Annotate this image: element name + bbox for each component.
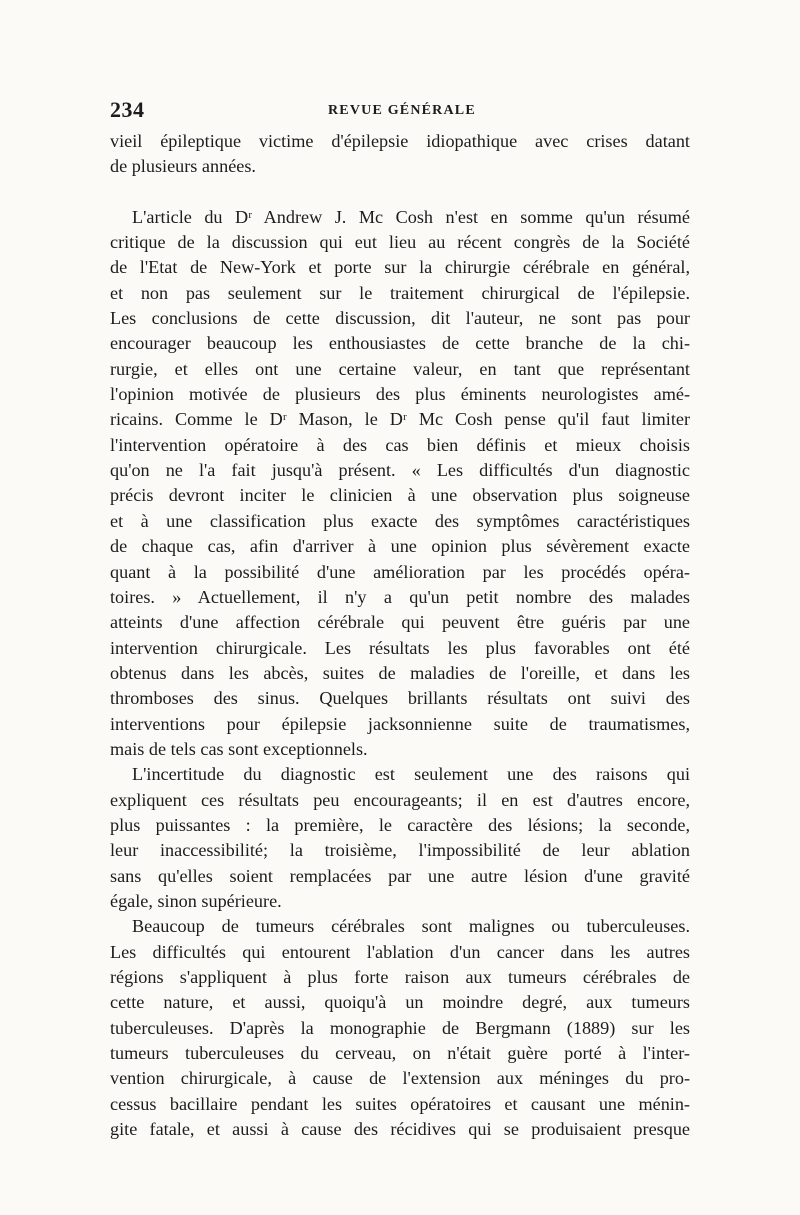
text-line: mais de tels cas sont exceptionnels. [110, 738, 368, 759]
text-line: interventions pour épilepsie jacksonnienne suite de traumatismes, [110, 713, 690, 734]
text-line: encourager beaucoup les enthousiastes de cette branche de la chi- [110, 333, 690, 354]
text-line: toires. » Actuellement, il n'y a qu'un petit nombre des malades [110, 586, 690, 607]
text-line: de plusieurs années. [110, 156, 256, 177]
text-line: vention chirurgicale, à cause de l'extension aux méninges du pro- [110, 1068, 690, 1089]
text-line: égale, sinon supérieure. [110, 890, 282, 911]
text-line: atteints d'une affection cérébrale qui peuvent être guéris par une [110, 612, 690, 633]
text-line: intervention chirurgicale. Les résultats les plus favorables ont été [110, 637, 690, 658]
text-line: gite fatale, et aussi à cause des récidives qui se produisaient presque [110, 1119, 690, 1140]
text-line: qu'on ne l'a fait jusqu'à présent. « Les difficultés d'un diagnostic [110, 460, 690, 481]
text-line: Les difficultés qui entourent l'ablation d'un cancer dans les autres [110, 941, 690, 962]
text-line: L'article du Dʳ Andrew J. Mc Cosh n'est en somme qu'un résumé [132, 206, 690, 227]
text-line: quant à la possibilité d'une amélioration par les procédés opéra- [110, 561, 690, 582]
text-line: thromboses des sinus. Quelques brillants résultats ont suivi des [110, 688, 690, 709]
text-line: tuberculeuses. D'après la monographie de Bergmann (1889) sur les [110, 1017, 690, 1038]
running-head: REVUE GÉNÉRALE [328, 103, 476, 118]
text-line: leur inaccessibilité; la troisième, l'impossibilité de leur ablation [110, 840, 690, 861]
text-line: et à une classification plus exacte des symptômes caractéristiques [110, 510, 690, 531]
text-line: de chaque cas, afin d'arriver à une opinion plus sévèrement exacte [110, 536, 690, 557]
body-text [110, 129, 690, 1142]
text-line: cessus bacillaire pendant les suites opératoires et causant une ménin- [110, 1093, 690, 1114]
text-line: rurgie, et elles ont une certaine valeur, en tant que représentant [110, 358, 690, 379]
text-line: cette nature, et aussi, quoiqu'à un moindre degré, aux tumeurs [110, 992, 690, 1013]
page-header [110, 97, 690, 125]
text-line: expliquent ces résultats peu encourageants; il en est d'autres encore, [110, 789, 690, 810]
text-line: de l'Etat de New-York et porte sur la chirurgie cérébrale en général, [110, 257, 690, 278]
text-line: précis devront inciter le clinicien à une observation plus soigneuse [110, 485, 690, 506]
text-line: sans qu'elles soient remplacées par une autre lésion d'une gravité [110, 865, 690, 886]
text-line: tumeurs tuberculeuses du cerveau, on n'était guère porté à l'inter- [110, 1043, 690, 1064]
text-line: vieil épileptique victime d'épilepsie idiopathique avec crises datant [110, 131, 690, 151]
text-line: Beaucoup de tumeurs cérébrales sont malignes ou tuberculeuses. [132, 916, 690, 937]
paragraph-gap [110, 180, 690, 205]
text-line: obtenus dans les abcès, suites de maladies de l'oreille, et dans les [110, 662, 690, 683]
text-line: régions s'appliquent à plus forte raison aux tumeurs cérébrales de [110, 967, 690, 987]
page-number: 234 [110, 97, 145, 122]
text-line: plus puissantes : la première, le caractère des lésions; la seconde, [110, 814, 690, 835]
text-line: l'opinion motivée de plusieurs des plus éminents neurologistes amé- [110, 384, 690, 405]
text-line: ricains. Comme le Dʳ Mason, le Dʳ Mc Cosh pense qu'il faut limiter [110, 409, 690, 430]
text-line: l'intervention opératoire à des cas bien définis et mieux choisis [110, 434, 690, 455]
text-line: et non pas seulement sur le traitement chirurgical de l'épilepsie. [110, 282, 690, 303]
text-line: critique de la discussion qui eut lieu au récent congrès de la Société [110, 232, 690, 253]
text-line: Les conclusions de cette discussion, dit l'auteur, ne sont pas pour [110, 308, 690, 329]
text-line: L'incertitude du diagnostic est seulement une des raisons qui [132, 764, 690, 785]
